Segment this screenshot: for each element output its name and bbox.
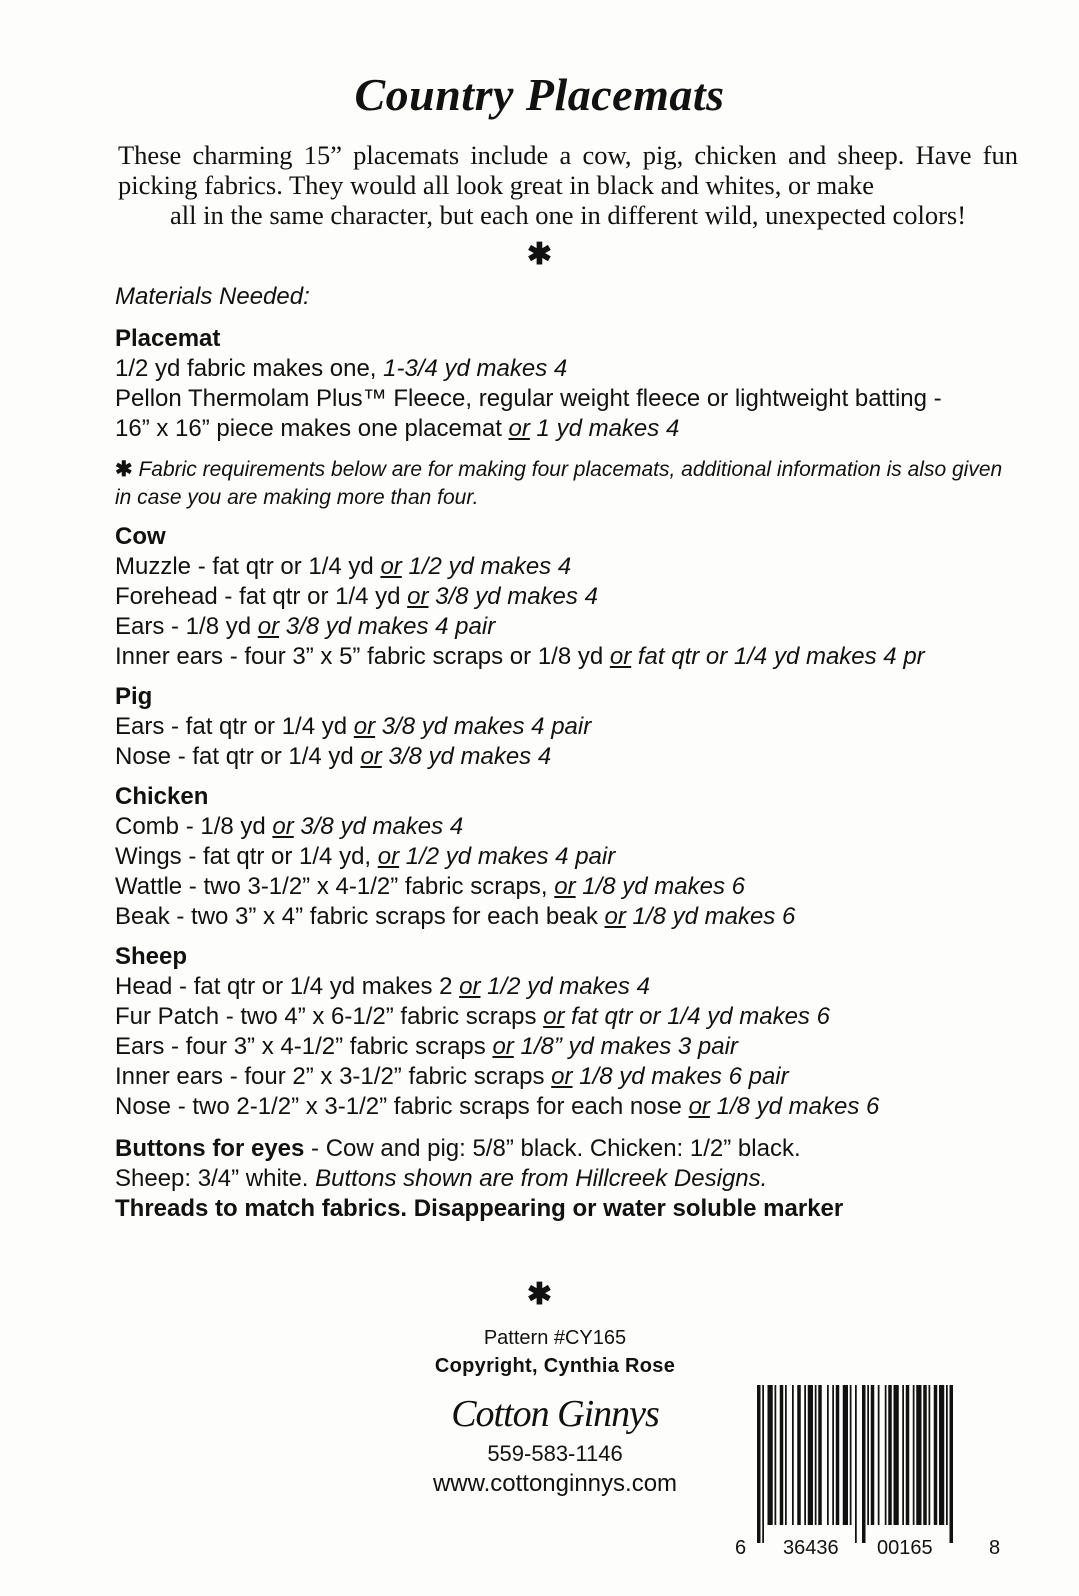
buttons-line-2: Sheep: 3/4” white. Buttons shown are from Hillcreek Designs. <box>115 1165 768 1192</box>
list-item: Head - fat qtr or 1/4 yd makes 2 or 1/2 yd makes 4 <box>115 973 650 1000</box>
placemat-line-2: Pellon Thermolam Plus™ Fleece, regular weight fleece or lightweight batting - <box>115 385 942 412</box>
barcode-bar <box>785 1385 787 1525</box>
barcode-bar <box>804 1385 806 1525</box>
list-item: Ears - fat qtr or 1/4 yd or 3/8 yd makes 4 pair <box>115 713 592 740</box>
barcode-bar <box>855 1385 857 1543</box>
section-title-chicken: Chicken <box>115 783 209 810</box>
intro-text: These charming 15” placemats include a cow, pig, chicken and sheep. Have fun picking fabrics. They would all look great in black and whites, or make <box>118 140 1018 200</box>
pattern-number: Pattern #CY165 <box>483 1327 627 1349</box>
phone-number: 559-583-1146 <box>487 1441 623 1466</box>
list-item: Inner ears - four 3” x 5” fabric scraps or 1/8 yd or fat qtr or 1/4 yd makes 4 pr <box>115 643 925 670</box>
section-title-pig: Pig <box>115 683 153 710</box>
barcode-bar <box>871 1385 875 1525</box>
list-item: Forehead - fat qtr or 1/4 yd or 3/8 yd makes 4 <box>115 583 598 610</box>
barcode-bar <box>818 1385 822 1525</box>
barcode-bar <box>843 1385 848 1525</box>
section-pig <box>115 682 1015 772</box>
barcode-bar <box>923 1385 927 1525</box>
asterisk-divider-top: ✱ <box>526 238 553 271</box>
list-item: Nose - fat qtr or 1/4 yd or 3/8 yd makes 4 <box>115 743 552 770</box>
barcode-bar <box>757 1385 761 1543</box>
barcode-bar <box>768 1385 773 1525</box>
barcode-bar <box>885 1385 887 1525</box>
section-title-cow: Cow <box>115 523 166 550</box>
section-title-placemat: Placemat <box>115 325 221 352</box>
asterisk-divider-bottom: ✱ <box>526 1278 553 1311</box>
barcode-bar <box>808 1385 813 1525</box>
list-item: Comb - 1/8 yd or 3/8 yd makes 4 <box>115 813 464 840</box>
barcode-bar <box>888 1385 892 1525</box>
fabric-note: ✱ Fabric requirements below are for making four placemats, additional information is also given in case you are making more than four. <box>115 458 1003 509</box>
section-sheep <box>115 942 1015 1122</box>
barcode-bar <box>916 1385 921 1525</box>
section-title-sheep: Sheep <box>115 943 188 970</box>
buttons-line-1: Buttons for eyes - Cow and pig: 5/8” black. Chicken: 1/2” black. <box>115 1135 801 1162</box>
section-cow <box>115 522 1015 672</box>
placemat-line-1: 1/2 yd fabric makes one, 1-3/4 yd makes 4 <box>115 355 568 382</box>
barcode-bar <box>836 1385 840 1525</box>
barcode-bar <box>878 1385 880 1525</box>
section-placemat <box>115 324 1015 444</box>
list-item: Wings - fat qtr or 1/4 yd, or 1/2 yd makes 4 pair <box>115 843 616 870</box>
website-link: www.cottonginnys.com <box>432 1470 678 1497</box>
list-item: Fur Patch - two 4” x 6-1/2” fabric scraps or fat qtr or 1/4 yd makes 6 <box>115 1003 830 1030</box>
brand-logo: Cotton Ginnys <box>451 1393 659 1435</box>
barcode-bar <box>913 1385 915 1525</box>
barcode-bar <box>827 1385 829 1525</box>
barcode-bar <box>867 1385 869 1525</box>
placemat-line-3: 16” x 16” piece makes one placemat or 1 yd makes 4 <box>115 415 680 442</box>
barcode-bar <box>934 1385 938 1525</box>
barcode-bar <box>792 1385 794 1525</box>
barcode-bar <box>797 1385 801 1525</box>
barcode-bar <box>862 1385 866 1543</box>
barcode <box>735 1385 1005 1565</box>
barcode-bar <box>946 1385 948 1525</box>
barcode-bar <box>929 1385 931 1525</box>
materials-list <box>115 282 1015 1224</box>
barcode-bar <box>762 1385 764 1543</box>
barcode-bar <box>775 1385 777 1525</box>
list-item: Ears - 1/8 yd or 3/8 yd makes 4 pair <box>115 613 496 640</box>
barcode-digit-group-2: 00165 <box>877 1537 933 1559</box>
barcode-bar <box>894 1385 899 1525</box>
page-title: Country Placemats <box>354 69 725 120</box>
materials-heading: Materials Needed: <box>115 283 310 310</box>
list-item: Muzzle - fat qtr or 1/4 yd or 1/2 yd makes 4 <box>115 553 572 580</box>
threads-line: Threads to match fabrics. Disappearing or water soluble marker <box>115 1195 844 1222</box>
barcode-bar <box>902 1385 904 1525</box>
intro-last-line: all in the same character, but each one in different wild, unexpected colors! <box>169 200 967 230</box>
barcode-bar <box>850 1385 852 1525</box>
barcode-bar <box>939 1385 944 1525</box>
barcode-bar <box>815 1385 817 1525</box>
barcode-bar <box>832 1385 834 1525</box>
list-item: Inner ears - four 2” x 3-1/2” fabric scraps or 1/8 yd makes 6 pair <box>115 1063 789 1090</box>
barcode-digit-group-1: 36436 <box>783 1537 839 1559</box>
barcode-bar <box>780 1385 784 1525</box>
barcode-digit-first: 6 <box>735 1537 747 1559</box>
barcode-bars <box>757 1385 997 1543</box>
section-chicken <box>115 782 1015 932</box>
barcode-digit-last: 8 <box>989 1537 1001 1559</box>
buttons-and-threads <box>115 1134 1015 1224</box>
list-item: Nose - two 2-1/2” x 3-1/2” fabric scraps for each nose or 1/8 yd makes 6 <box>115 1093 880 1120</box>
intro-paragraph <box>118 140 1018 230</box>
barcode-bar <box>950 1385 954 1543</box>
list-item: Beak - two 3” x 4” fabric scraps for each beak or 1/8 yd makes 6 <box>115 903 796 930</box>
list-item: Wattle - two 3-1/2” x 4-1/2” fabric scraps, or 1/8 yd makes 6 <box>115 873 746 900</box>
barcode-bar <box>906 1385 910 1525</box>
copyright: Copyright, Cynthia Rose <box>434 1355 676 1377</box>
list-item: Ears - four 3” x 4-1/2” fabric scraps or 1/8” yd makes 3 pair <box>115 1033 738 1060</box>
